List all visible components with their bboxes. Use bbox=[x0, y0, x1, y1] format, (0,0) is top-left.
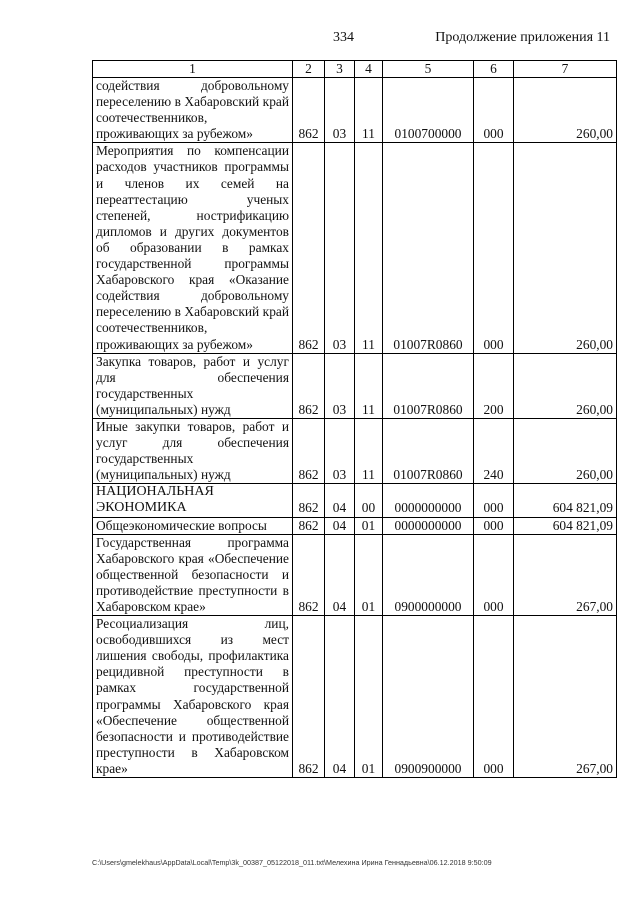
cell-grbs: 862 bbox=[293, 517, 325, 534]
cell-amount: 260,00 bbox=[514, 143, 617, 353]
cell-subsection: 11 bbox=[355, 418, 383, 483]
row-name: содействия добровольному переселению в Хабаровский край соотечественников, проживающих за рубежом» bbox=[93, 78, 293, 143]
cell-expense-type: 000 bbox=[474, 78, 514, 143]
table-row bbox=[93, 78, 617, 143]
page-number: 334 bbox=[333, 30, 354, 45]
table-row bbox=[93, 534, 617, 615]
cell-section: 04 bbox=[325, 534, 355, 615]
cell-section: 03 bbox=[325, 353, 355, 418]
cell-section: 04 bbox=[325, 484, 355, 517]
cell-amount: 267,00 bbox=[514, 616, 617, 778]
cell-target-article: 0000000000 bbox=[383, 517, 474, 534]
column-header: 3 bbox=[325, 61, 355, 78]
cell-section: 03 bbox=[325, 143, 355, 353]
cell-subsection: 11 bbox=[355, 143, 383, 353]
cell-subsection: 11 bbox=[355, 78, 383, 143]
appendix-continuation: Продолжение приложения 11 bbox=[435, 30, 610, 45]
cell-subsection: 01 bbox=[355, 534, 383, 615]
row-name: Общеэкономические вопросы bbox=[93, 517, 293, 534]
cell-expense-type: 000 bbox=[474, 616, 514, 778]
cell-expense-type: 240 bbox=[474, 418, 514, 483]
cell-target-article: 0000000000 bbox=[383, 484, 474, 517]
cell-amount: 604 821,09 bbox=[514, 517, 617, 534]
cell-amount: 260,00 bbox=[514, 353, 617, 418]
cell-expense-type: 000 bbox=[474, 534, 514, 615]
row-name: Государственная программа Хабаровского края «Обеспечение общественной безопасности и противодействие преступности в Хабаровском крае» bbox=[93, 534, 293, 615]
table-header-row bbox=[93, 61, 617, 78]
cell-amount: 267,00 bbox=[514, 534, 617, 615]
cell-grbs: 862 bbox=[293, 353, 325, 418]
cell-section: 04 bbox=[325, 517, 355, 534]
cell-target-article: 0900900000 bbox=[383, 616, 474, 778]
column-header: 2 bbox=[293, 61, 325, 78]
cell-grbs: 862 bbox=[293, 78, 325, 143]
column-header: 1 bbox=[93, 61, 293, 78]
column-header: 4 bbox=[355, 61, 383, 78]
row-name: Иные закупки товаров, работ и услуг для обеспечения государственных (муниципальных) нужд bbox=[93, 418, 293, 483]
cell-subsection: 00 bbox=[355, 484, 383, 517]
cell-target-article: 0100700000 bbox=[383, 78, 474, 143]
cell-expense-type: 000 bbox=[474, 143, 514, 353]
table-row bbox=[93, 517, 617, 534]
cell-expense-type: 200 bbox=[474, 353, 514, 418]
cell-amount: 260,00 bbox=[514, 78, 617, 143]
row-name: Закупка товаров, работ и услуг для обеспечения государственных (муниципальных) нужд bbox=[93, 353, 293, 418]
cell-expense-type: 000 bbox=[474, 484, 514, 517]
cell-grbs: 862 bbox=[293, 484, 325, 517]
cell-expense-type: 000 bbox=[474, 517, 514, 534]
cell-grbs: 862 bbox=[293, 418, 325, 483]
cell-subsection: 01 bbox=[355, 616, 383, 778]
cell-amount: 604 821,09 bbox=[514, 484, 617, 517]
row-name: Ресоциализация лиц, освободившихся из мест лишения свободы, профилактика рецидивной преступности в рамках государственной программы Хабаровского края «Обеспечение общественной безопасности и противодействие преступности в Хабаровском крае» bbox=[93, 616, 293, 778]
table-row bbox=[93, 418, 617, 483]
column-header: 5 bbox=[383, 61, 474, 78]
cell-grbs: 862 bbox=[293, 534, 325, 615]
cell-section: 03 bbox=[325, 78, 355, 143]
cell-target-article: 0900000000 bbox=[383, 534, 474, 615]
table-row bbox=[93, 353, 617, 418]
cell-grbs: 862 bbox=[293, 143, 325, 353]
cell-grbs: 862 bbox=[293, 616, 325, 778]
cell-target-article: 01007R0860 bbox=[383, 353, 474, 418]
cell-amount: 260,00 bbox=[514, 418, 617, 483]
column-header: 6 bbox=[474, 61, 514, 78]
column-header: 7 bbox=[514, 61, 617, 78]
cell-section: 03 bbox=[325, 418, 355, 483]
table-row bbox=[93, 616, 617, 778]
table-row bbox=[93, 484, 617, 517]
cell-target-article: 01007R0860 bbox=[383, 418, 474, 483]
cell-section: 04 bbox=[325, 616, 355, 778]
row-name: НАЦИОНАЛЬНАЯ ЭКОНОМИКА bbox=[93, 484, 293, 517]
cell-subsection: 01 bbox=[355, 517, 383, 534]
table-row bbox=[93, 143, 617, 353]
row-name: Мероприятия по компенсации расходов участников программы и членов их семей на переаттестацию ученых степеней, нострификацию дипломов и других документов об образовании в рамках государственной программы Хабаровского края «Оказание содействия добровольному переселению в Хабаровский край соотечественников, проживающих за рубежом» bbox=[93, 143, 293, 353]
file-path-footer: C:\Users\gmelekhaus\AppData\Local\Temp\3k_00387_05122018_011.txt\Мелехина Ирина Геннадьевна\06.12.2018 9:50:09 bbox=[92, 858, 492, 867]
budget-table bbox=[92, 60, 617, 778]
cell-target-article: 01007R0860 bbox=[383, 143, 474, 353]
cell-subsection: 11 bbox=[355, 353, 383, 418]
